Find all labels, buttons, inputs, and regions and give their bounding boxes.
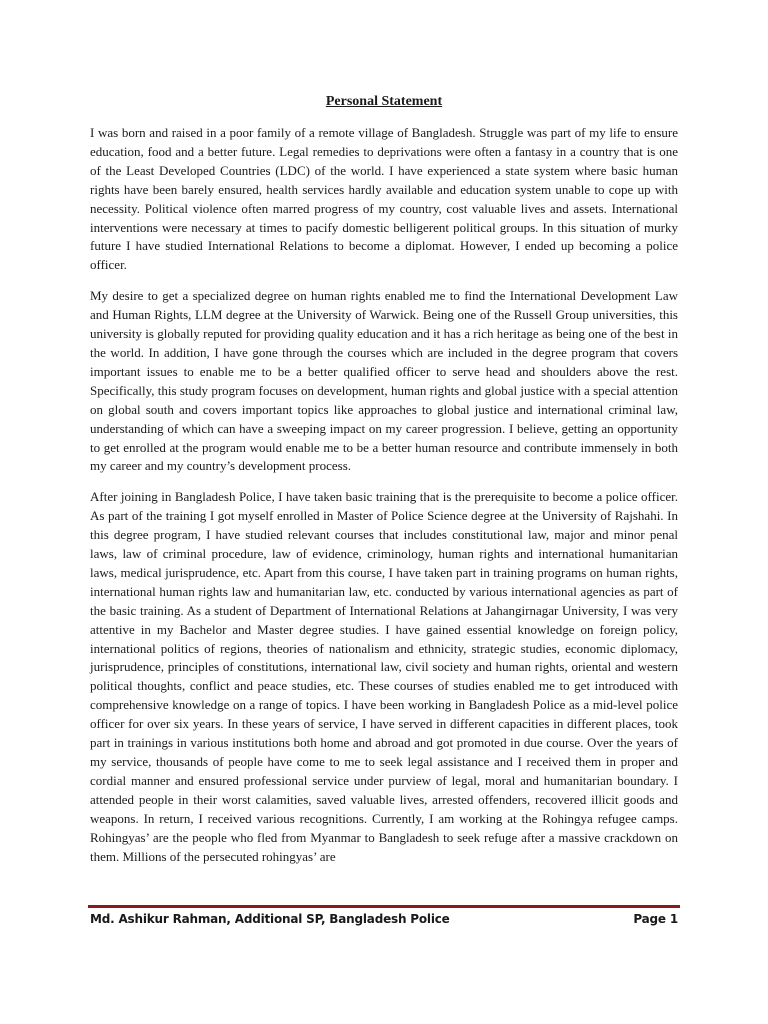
footer-divider — [88, 905, 680, 908]
document-title: Personal Statement — [325, 94, 443, 109]
paragraph-1: I was born and raised in a poor family of a remote village of Bangladesh. Struggle was part of my life to ensure education, food and a better future. Legal remedies to deprivations were often a fantasy in a country that is one of the Least Developed Countries (LDC) of the world. I have experienced a state system where basic human rights have been barely ensured, health services hardly available and education system unable to cope up with necessity. Political violence often marred progress of my country, cost valuable lives and assets. International interventions were necessary at times to pacify domestic belligerent political groups. In this situation of murky future I have studied International Relations to become a diplomat. However, I ended up becoming a police officer. — [90, 125, 678, 273]
page-number: Page 1 — [633, 912, 678, 926]
document-body — [90, 124, 678, 866]
paragraph-2: My desire to get a specialized degree on human rights enabled me to find the International Development Law and Human Rights, LLM degree at the University of Warwick. Being one of the Russell Group universities, this university is globally reputed for providing quality education and it has a rich heritage as being one of the best in the world. In addition, I have gone through the courses which are included in the degree program that covers important issues to enable me to be a better qualified officer to serve head and shoulders above the rest. Specifically, this study program focuses on development, human rights and global justice with a special attention on global south and covers important topics like approaches to global justice and international criminal law, understanding of which can have a sweeping impact on my career progression. I believe, getting an opportunity to get enrolled at the program would enable me to be a better human resource and contribute immensely in both my career and my country’s development process. — [90, 288, 678, 474]
page-footer — [90, 912, 678, 932]
footer-author: Md. Ashikur Rahman, Additional SP, Bangladesh Police — [90, 912, 450, 926]
paragraph-3: After joining in Bangladesh Police, I have taken basic training that is the prerequisite to become a police officer. As part of the training I got myself enrolled in Master of Police Science degree at the University of Rajshahi. In this degree program, I have studied relevant courses that includes constitutional law, major and minor penal laws, law of criminal procedure, law of evidence, criminology, human rights and international humanitarian laws, medical jurisprudence, etc. Apart from this course, I have taken part in training programs on human rights, international human rights law and humanitarian law, etc. conducted by various international agencies as part of the basic training. As a student of Department of International Relations at Jahangirnagar University, I was very attentive in my Bachelor and Master degree studies. I have gained essential knowledge on foreign policy, international politics of regions, theories of nationalism and ethnicity, strategic studies, economic diplomacy, jurisprudence, principles of constitutions, international law, civil society and human rights, oriental and western political thoughts, conflict and peace studies, etc. These courses of studies enabled me to get introduced with comprehensive knowledge on a range of topics. I have been working in Bangladesh Police as a mid-level police officer for over six years. In these years of service, I have served in different capacities in different places, took part in trainings in various institutions both home and abroad and got promoted in due course. Over the years of my service, thousands of people have come to me to seek legal assistance and I received them in proper and cordial manner and ensured professional service under purview of legal, moral and humanitarian boundary. I attended people in their worst calamities, saved valuable lives, arrested offenders, recovered illicit goods and weapons. In return, I received various recognitions. Currently, I am working at the Rohingya refugee camps. Rohingyas’ are the people who fled from Myanmar to Bangladesh to seek refuge after a massive crackdown on them. Millions of the persecuted rohingyas’ are — [90, 489, 678, 864]
